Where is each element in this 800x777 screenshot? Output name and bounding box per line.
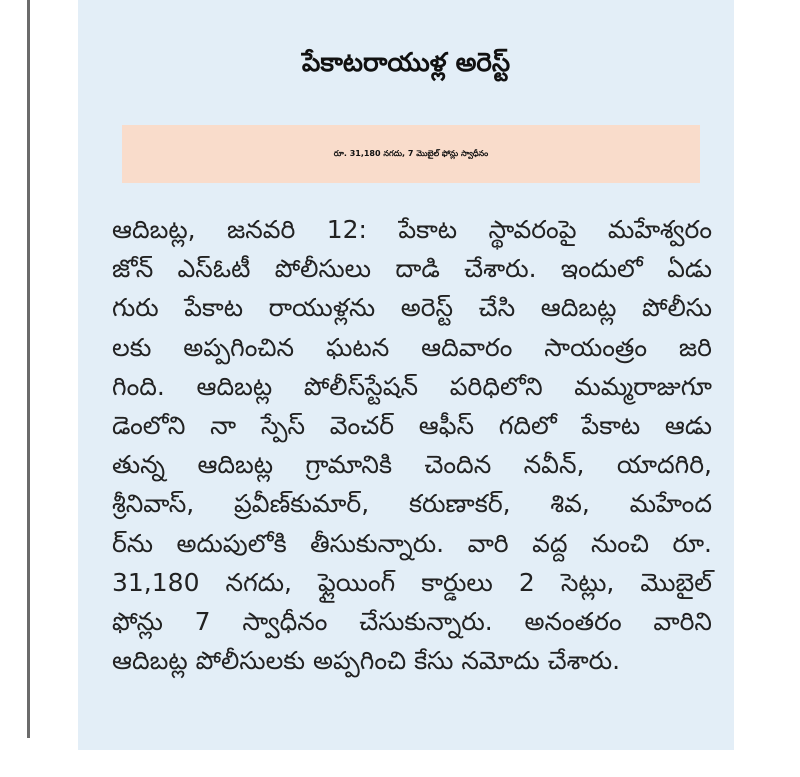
body-line: గురు పేకాట రాయుళ్లను అరెస్ట్ చేసి ఆదిబట్ల పోలీసు [112, 293, 712, 323]
body-line: గింది. ఆదిబట్ల పోలీస్‌స్టేషన్ పరిధిలోని మమ్మరాజుగూ [112, 371, 712, 401]
body-line: తున్న ఆదిబట్ల గ్రామానికి చెందిన నవీన్, యాదగిరి, [112, 450, 712, 480]
subheadline-banner [122, 125, 700, 183]
column-divider [27, 0, 30, 738]
body-line: లకు అప్పగించిన ఘటన ఆదివారం సాయంత్రం జరి [112, 332, 712, 362]
body-line: ఆదిబట్ల పోలీసులకు అప్పగించి కేసు నమోదు చేశారు. [112, 646, 621, 676]
body-line: ఆదిబట్ల, జనవరి 12: పేకాట స్థావరంపై మహేశ్వరం [112, 215, 712, 244]
body-line: శ్రీనివాస్, ప్రవీణ్‌కుమార్, కరుణాకర్, శివ, మహేంద [112, 489, 712, 519]
body-line: ర్‌ను అదుపులోకి తీసుకున్నారు. వారి వద్ద నుంచి రూ. [112, 528, 712, 558]
headline: పేకాటరాయుళ్ల అరెస్ట్ [301, 48, 511, 78]
subheadline: రూ. 31,180 నగదు, 7 మొబైల్ ఫోన్లు స్వాధీనం [333, 148, 489, 158]
body-line: 31,180 నగదు, ఫ్లైయింగ్ కార్డులు 2 సెట్లు, మొబైల్ [112, 567, 712, 597]
body-line: జోన్ ఎస్ఓటీ పోలీసులు దాడి చేశారు. ఇందులో ఏడు [112, 254, 712, 284]
body-line: ఫోన్లు 7 స్వాధీనం చేసుకున్నారు. అనంతరం వారిని [112, 606, 712, 636]
body-line: డెంలోని నా స్పేస్ వెంచర్ ఆఫీస్ గదిలో పేకాట ఆడు [112, 410, 712, 440]
article-body [112, 210, 712, 680]
news-clipping [78, 0, 734, 750]
